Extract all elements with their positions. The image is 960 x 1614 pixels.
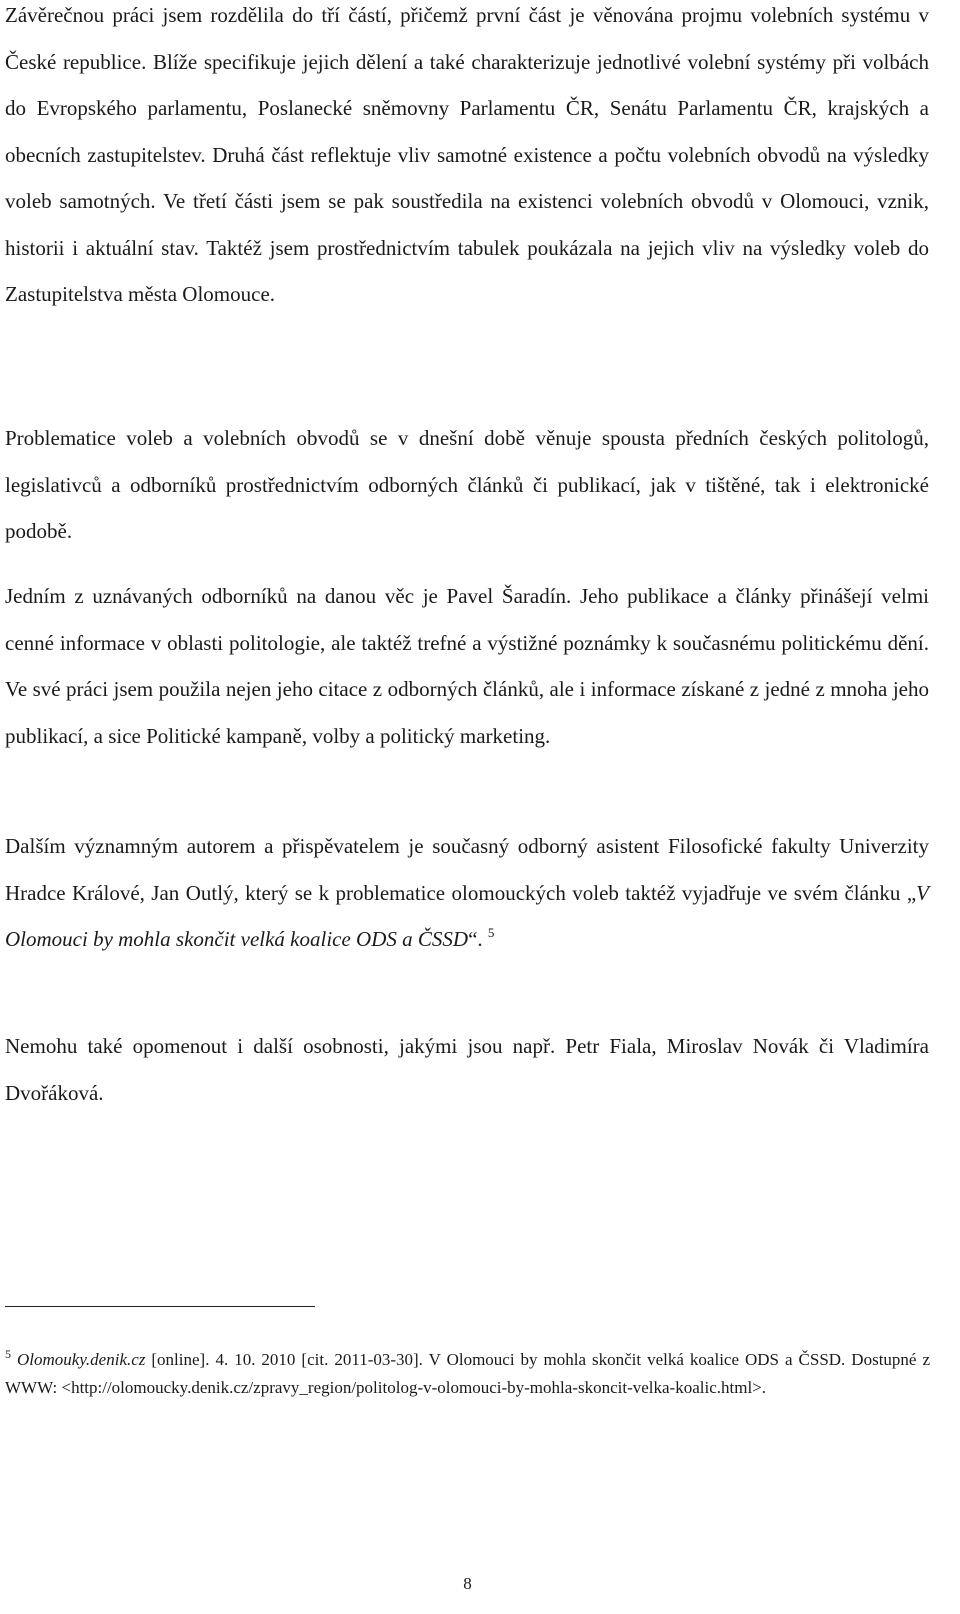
paragraph-saradin: Jedním z uznávaných odborníků na danou věc je Pavel Šaradín. Jeho publikace a články přinášejí velmi cenné informace v oblasti politologie, ale taktéž trefné a výstižné poznámky k současnému politickému dění. Ve své práci jsem použila nejen jeho citace z odborných článků, ale i informace získané z jedné z mnoha jeho publikací, a sice Politické kampaně, volby a politický marketing. (5, 584, 929, 748)
article-title: V Olomouci by mohla skončit velká koalice ODS a ČSSD (5, 880, 929, 951)
paragraph-outly-text: Dalším významným autorem a přispěvatelem je současný odborný asistent Filosofické fakulty Univerzity Hradce Králové, Jan Outlý, který se k problematice olomouckých voleb taktéž vyjadřuje ve svém článku (5, 834, 929, 905)
footnote-number: 5 (5, 1347, 11, 1361)
footnote-separator (5, 1306, 315, 1307)
page-number: 8 (463, 1574, 472, 1593)
paragraph-thesis-structure: Závěrečnou práci jsem rozdělila do tří částí, přičemž první část je věnována projmu volebních systému v České republice. Blíže specifikuje jejich dělení a také charakterizuje jednotlivé volební systémy při volbách do Evropského parlamentu, Poslanecké sněmovny Parlamentu ČR, Senátu Parlamentu ČR, krajských a obecních zastupitelstev. Druhá část reflektuje vliv samotné existence a počtu volebních obvodů na výsledky voleb samotných. Ve třetí části jsem se pak soustředila na existenci volebních obvodů v Olomouci, vznik, historii i aktuální stav. Taktéž jsem prostřednictvím tabulek poukázala na jejich vliv na výsledky voleb do Zastupitelstva města Olomouce. (5, 3, 929, 306)
footnote (5, 1346, 930, 1401)
paragraph-outly-end: . (477, 927, 488, 951)
close-quote: “ (468, 927, 478, 951)
footnote-reference: 5 (487, 925, 495, 940)
footnote-source: Olomouky.denik.cz (17, 1350, 146, 1369)
paragraph-other-authors: Nemohu také opomenout i další osobnosti, jakými jsou např. Petr Fiala, Miroslav Novák či Vladimíra Dvořáková. (5, 1034, 929, 1105)
footnote-text: [online]. 4. 10. 2010 [cit. 2011-03-30]. V Olomouci by mohla skončit velká koalice ODS a ČSSD. Dostupné z WWW: <http://olomoucky.denik.cz/zpravy_region/politolog-v-olomouci-by-mohla-skoncit-velka-koalic.html>. (5, 1350, 930, 1397)
paragraph-outly (5, 823, 929, 963)
paragraph-problem-overview: Problematice voleb a volebních obvodů se v dnešní době věnuje spousta předních českých politologů, legislativců a odborníků prostřednictvím odborných článků či publikací, jak v tištěné, tak i elektronické podobě. (5, 426, 929, 543)
open-quote: „ (906, 880, 917, 905)
